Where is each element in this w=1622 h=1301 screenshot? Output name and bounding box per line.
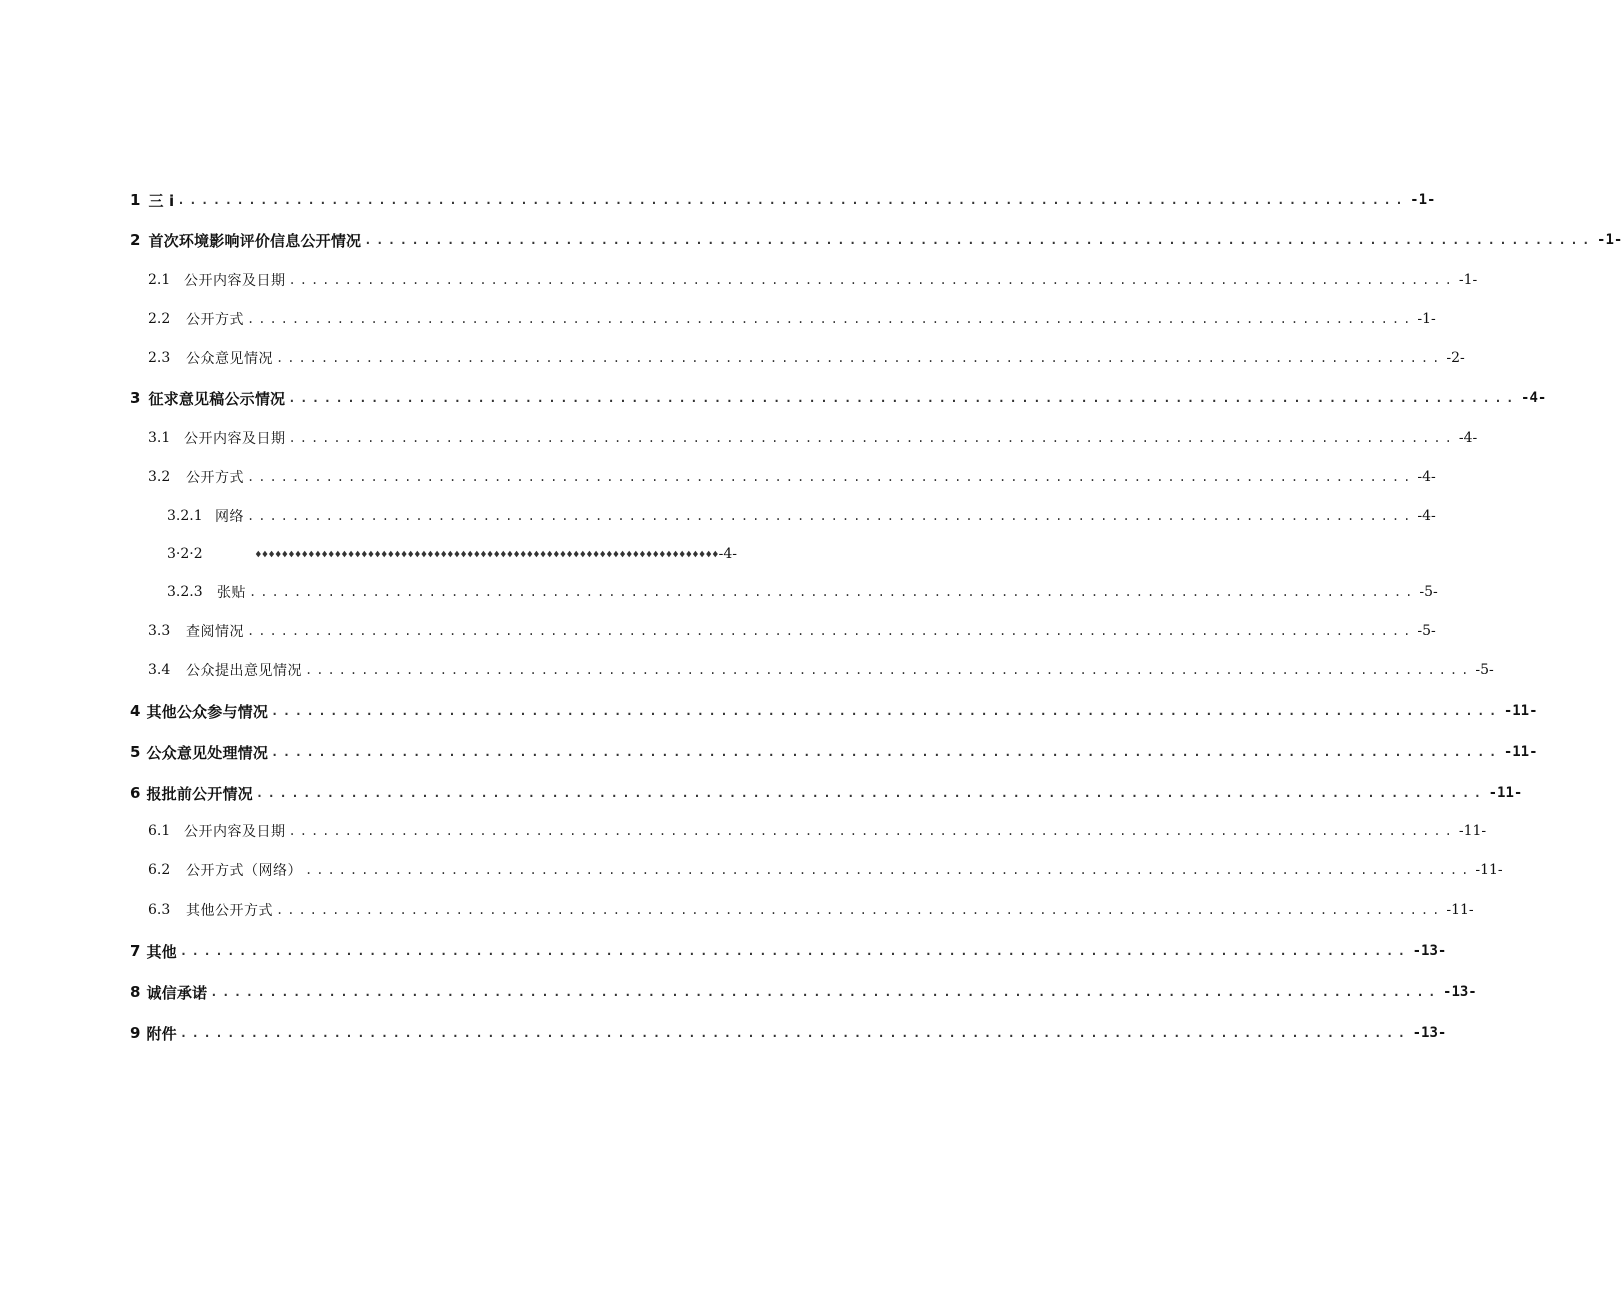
toc-entry-number: 3.3 [148,623,171,639]
toc-entry-number: 1 [130,191,141,209]
toc-entry-1[interactable] [130,187,1436,213]
dot-leader: ........................................................................................................ [255,786,1486,800]
toc-entry-4[interactable] [130,698,1538,724]
toc-entry-page: -4- [1458,430,1478,446]
toc-entry-6-1[interactable] [148,819,1487,843]
toc-entry-3-2[interactable] [148,465,1436,489]
toc-entry-page: -5- [1417,623,1436,639]
toc-entry-3-1[interactable] [148,426,1478,450]
toc-entry-number: 7 [130,942,141,960]
dot-leader: ........................................................................................................ [288,824,1456,838]
toc-entry-3[interactable] [130,385,1547,411]
dot-leader: ........................................................................................................ [271,745,1501,759]
toc-entry-page: -11- [1458,823,1487,839]
toc-entry-page: -4- [1417,469,1436,485]
toc-entry-page: -4- [718,546,737,562]
toc-entry-3-2-3[interactable] [167,580,1438,604]
toc-entry-page: -11- [1446,902,1474,918]
toc-entry-page: -11- [1503,703,1538,719]
toc-entry-7[interactable] [130,938,1447,964]
toc-entry-3-2-1[interactable] [167,504,1436,528]
toc-entry-title: 公开内容及日期 [184,824,286,840]
toc-entry-number: 2.2 [148,311,171,327]
toc-entry-number: 5 [130,743,141,761]
toc-entry-number: 3.1 [148,430,171,446]
toc-entry-page: -11- [1488,785,1523,801]
toc-entry-page: -4- [1521,390,1547,406]
toc-entry-title: 公开方式 [186,312,244,328]
toc-entry-page: -13- [1412,943,1447,959]
toc-entry-number: 3.2 [148,469,171,485]
toc-entry-9[interactable] [130,1020,1447,1046]
toc-entry-number: 3.2.1 [167,508,203,524]
toc-entry-title: 公众提出意见情况 [186,663,302,679]
toc-entry-3-2-2[interactable] [167,542,737,566]
toc-entry-2-2[interactable] [148,307,1436,331]
toc-entry-page: -4- [1417,508,1436,524]
toc-entry-title: 查阅情况 [186,624,244,640]
toc-entry-6-3[interactable] [148,898,1474,922]
toc-entry-page: -1- [1417,311,1436,327]
toc-entry-2-3[interactable] [148,346,1465,370]
toc-entry-number: 2 [130,231,141,249]
toc-entry-page: -5- [1475,662,1494,678]
toc-entry-title: 公众意见情况 [186,351,273,367]
toc-entry-number: 2.3 [148,350,171,366]
dot-leader: ........................................................................................................ [288,273,1456,287]
toc-entry-number: 9 [130,1024,141,1042]
dot-leader: ........................................................................................................ [305,863,1473,877]
dot-leader: ........................................................................................................ [364,233,1595,247]
toc-entry-page: -1- [1458,272,1478,288]
toc-entry-page: -1- [1597,232,1622,248]
dot-leader: ........................................................................................................ [210,985,1441,999]
toc-entry-page: -11- [1503,744,1538,760]
dot-leader: ........................................................................................................ [276,351,1444,365]
toc-entry-number: 8 [130,983,141,1001]
toc-entry-8[interactable] [130,979,1477,1005]
toc-entry-number: 3.2.3 [167,584,203,600]
toc-entry-page: -13- [1443,984,1477,1000]
toc-entry-page: -13- [1412,1025,1447,1041]
toc-entry-number: 4 [130,702,141,720]
toc-entry-title: 报批前公开情况 [146,784,253,803]
toc-entry-page: -11- [1475,862,1503,878]
dot-leader: ........................................................................................................ [247,470,1415,484]
toc-entry-3-4[interactable] [148,658,1494,682]
toc-entry-title: 公开方式 [186,470,244,486]
toc-entry-title: 首次环境影响评价信息公开情况 [148,231,362,250]
toc-entry-6-2[interactable] [148,858,1503,882]
dot-leader: ........................................................................................................ [288,431,1456,445]
toc-entry-number: 3·2·2 [167,546,203,562]
toc-entry-3-3[interactable] [148,619,1436,643]
dot-leader: ........................................................................................................ [305,663,1473,677]
toc-entry-number: 6.1 [148,823,171,839]
toc-entry-title: 网络 [215,509,244,525]
toc-entry-number: 6.2 [148,862,171,878]
toc-entry-title: 其他公开方式 [186,903,273,919]
toc-entry-title: 公开内容及日期 [184,431,286,447]
dot-leader: ........................................................................................................ [271,704,1501,718]
toc-entry-title: 公开方式（网络） [186,863,302,879]
toc-entry-title: 征求意见稿公示情况 [148,389,286,408]
dot-leader: ........................................................................................................ [276,903,1444,917]
toc-entry-title: 其他 [146,942,177,961]
toc-entry-title: 张贴 [217,585,246,601]
toc-entry-title: 附件 [146,1024,177,1043]
toc-entry-page: -2- [1446,350,1465,366]
dot-leader: ........................................................................................................ [247,509,1415,523]
toc-entry-2[interactable] [130,227,1622,253]
dot-leader: ........................................................................................................ [179,1026,1410,1040]
toc-entry-number: 6.3 [148,902,171,918]
toc-entry-title: 三 i [148,191,175,210]
toc-entry-title: 公开内容及日期 [184,273,286,289]
toc-entry-number: 2.1 [148,272,171,288]
toc-entry-5[interactable] [130,739,1538,765]
toc-entry-page: -1- [1410,192,1436,208]
diamond-leader: ♦♦♦♦♦♦♦♦♦♦♦♦♦♦♦♦♦♦♦♦♦♦♦♦♦♦♦♦♦♦♦♦♦♦♦♦♦♦♦♦♦♦♦♦♦♦♦♦♦♦♦♦♦♦♦♦♦♦♦♦♦♦♦♦♦♦♦♦♦♦ [255,547,719,561]
toc-entry-number: 3 [130,389,141,407]
toc-entry-title: 诚信承诺 [146,983,208,1002]
toc-entry-number: 3.4 [148,662,171,678]
toc-entry-6[interactable] [130,780,1523,806]
dot-leader: ........................................................................................................ [247,624,1415,638]
dot-leader: ........................................................................................................ [249,585,1417,599]
toc-entry-title: 公众意见处理情况 [146,743,269,762]
toc-entry-title: 其他公众参与情况 [146,702,269,721]
dot-leader: ........................................................................................................ [179,944,1410,958]
dot-leader: ........................................................................................................ [288,391,1519,405]
dot-leader: ........................................................................................................ [247,312,1415,326]
toc-entry-page: -5- [1419,584,1438,600]
dot-leader: ........................................................................................................ [177,193,1408,207]
toc-entry-number: 6 [130,784,141,802]
toc-entry-2-1[interactable] [148,268,1478,292]
